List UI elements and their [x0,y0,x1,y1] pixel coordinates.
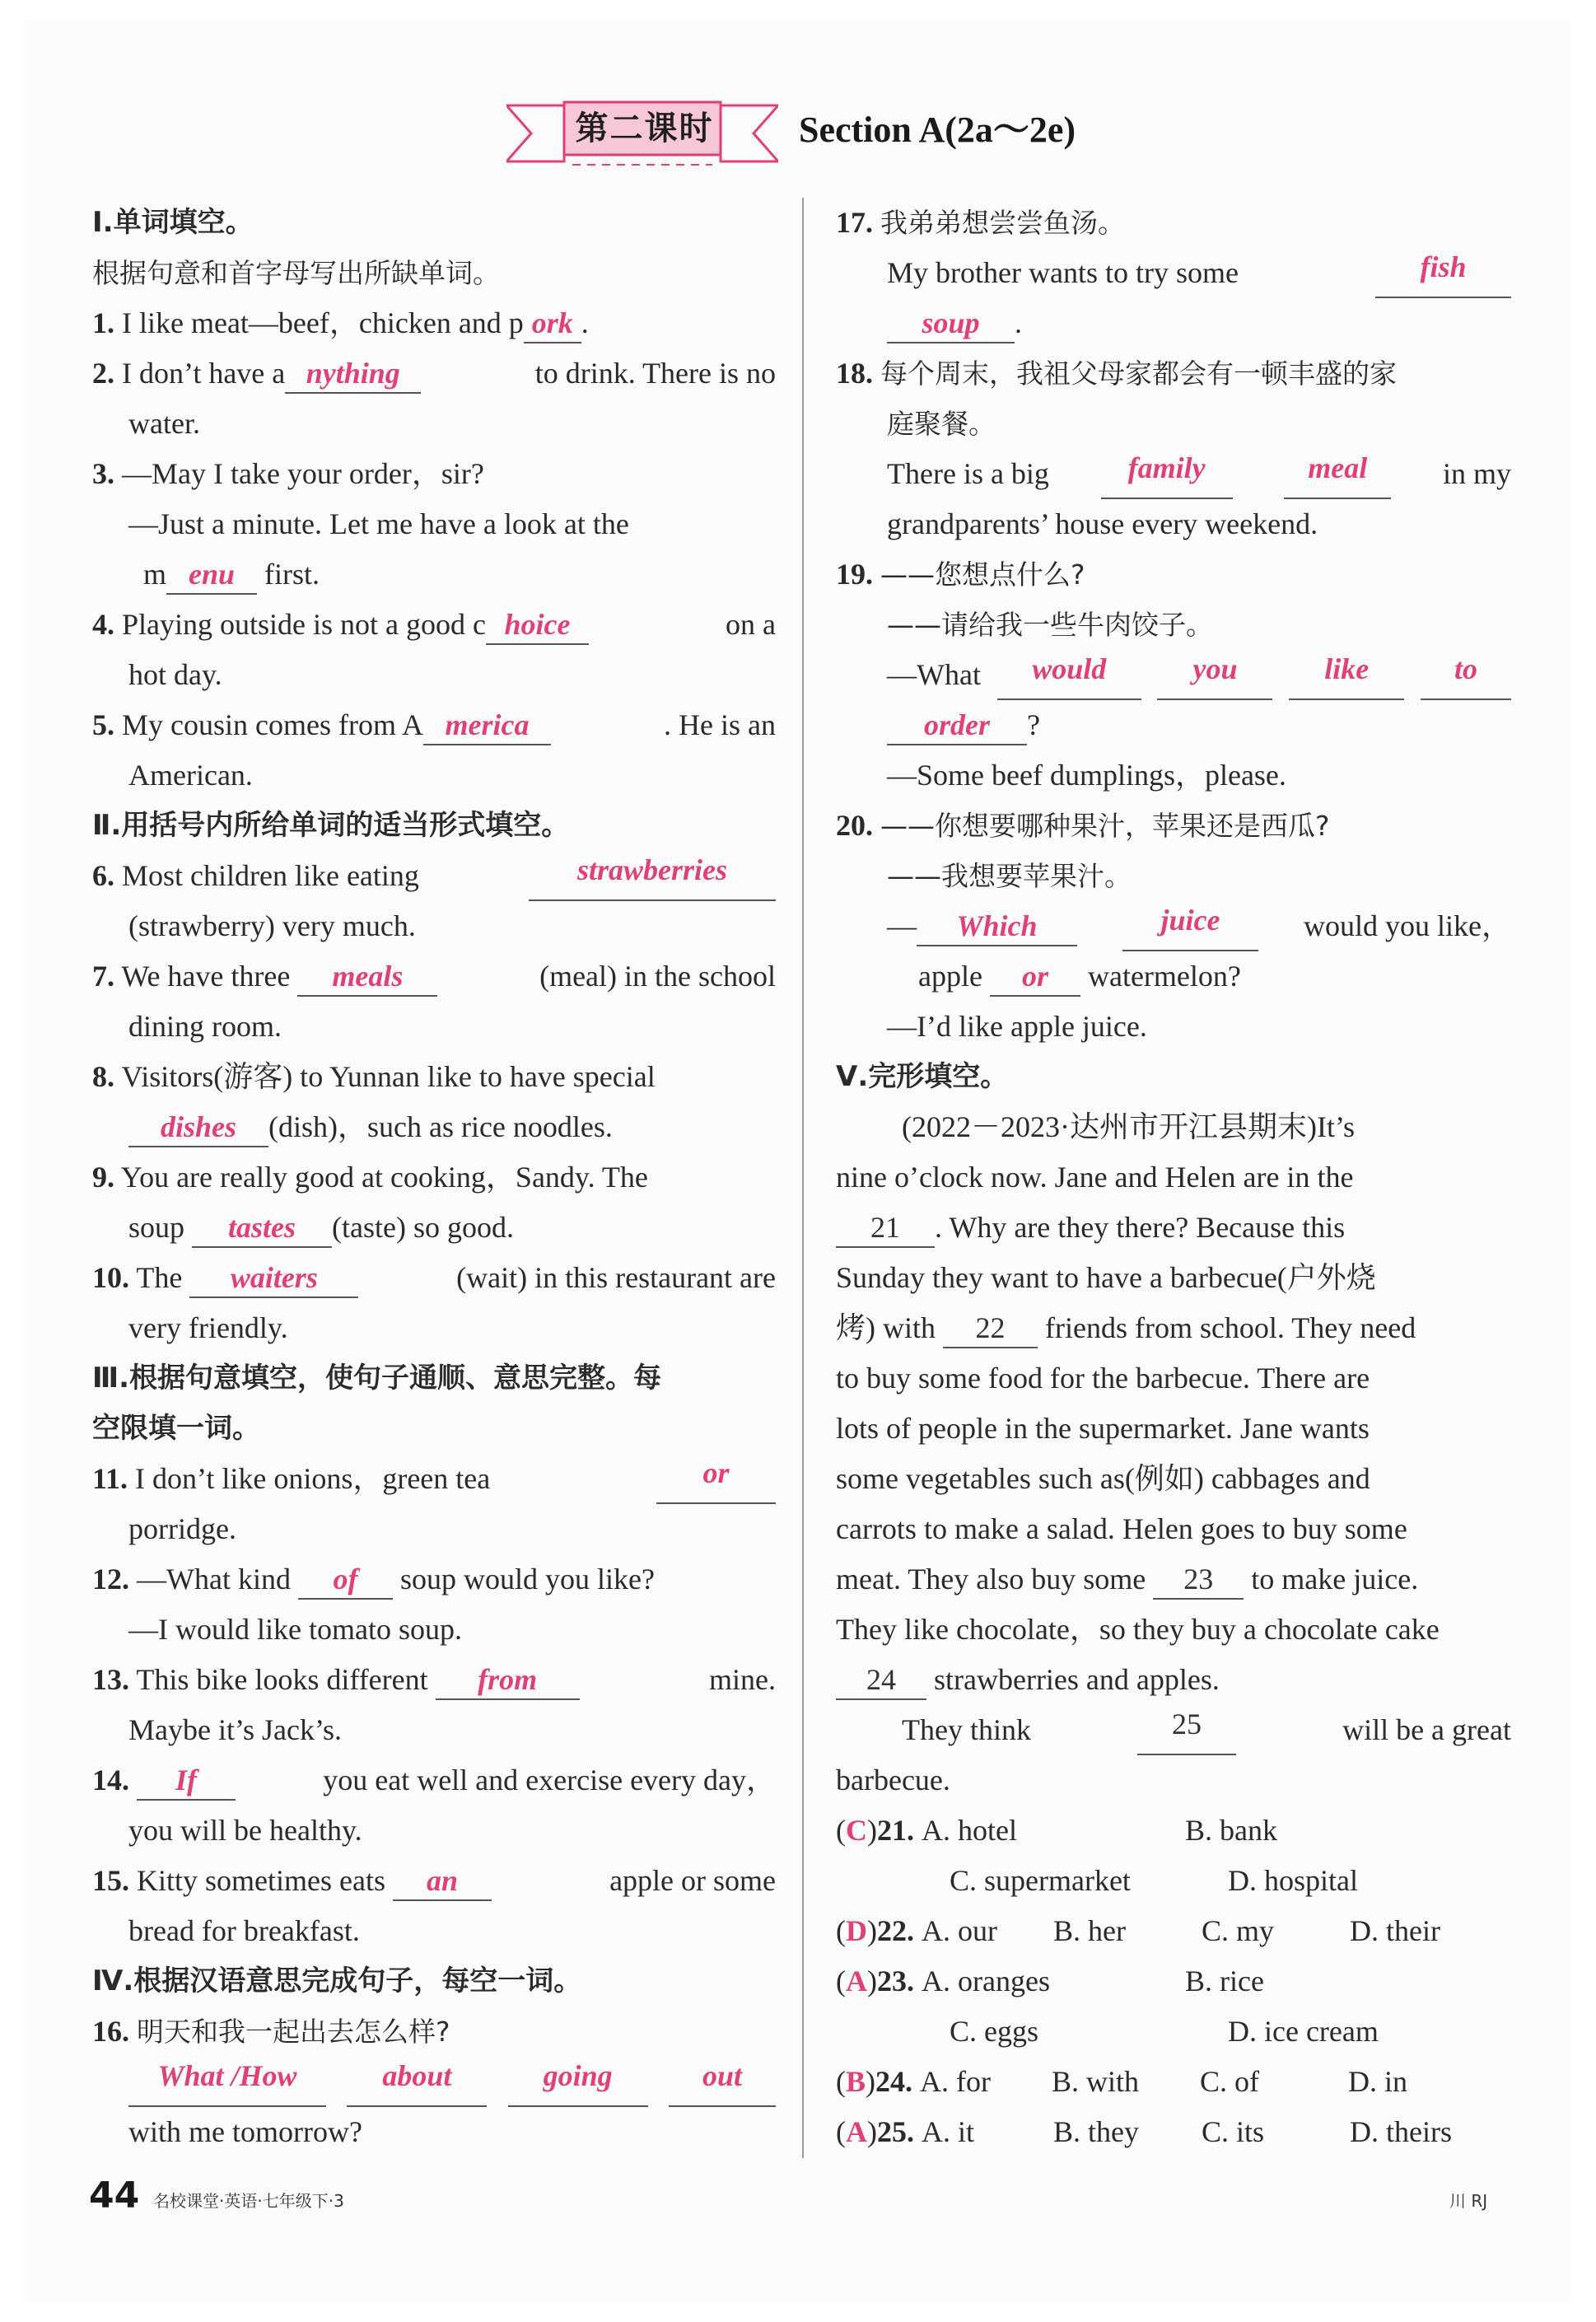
question-20-cont3: apple or watermelon? [836,951,1511,1002]
question-19-cont4: —Some beef dumplings，please. [887,759,1286,792]
answer-blank[interactable]: merica [423,706,551,745]
answer-blank[interactable]: dishes [128,1108,268,1147]
answer-blank[interactable]: strawberries [529,851,776,901]
option-d[interactable]: D. theirs [1350,2115,1452,2148]
question-17-cont: My brother wants to try some fish [836,248,1511,298]
question-6: 6. Most children like eating strawberries [92,851,776,901]
question-17: 17. 我弟弟想尝尝鱼汤。 [836,206,1125,239]
passage-line: to buy some food for the barbecue. There are [836,1362,1370,1395]
option-d[interactable]: D. ice cream [1228,2015,1379,2048]
option-b[interactable]: B. her [1053,1914,1126,1947]
question-18: 18. 每个周末，我祖父母家都会有一顿丰盛的家 [836,357,1397,390]
right-column [836,198,1511,2157]
option-b[interactable]: B. with [1052,2065,1140,2098]
question-20-cont2: — Which juice would you like， [836,901,1511,951]
cloze-blank[interactable]: 23 [1153,1560,1244,1600]
section-heading-5: Ⅴ.完形填空。 [836,1060,1009,1093]
question-7-cont: dining room. [128,1010,282,1043]
instruction: 根据句意和首字母写出所缺单词。 [92,257,500,289]
option-d[interactable]: D. their [1350,1914,1440,1947]
passage-line: (2022－2023·达州市开江县期末)It’s [902,1110,1355,1143]
question-4: 4. Playing outside is not a good c hoice on a [92,600,776,650]
answer-blank[interactable]: like [1289,650,1404,700]
section-heading-4: Ⅳ.根据汉语意思完成句子，每空一词。 [92,1965,582,1997]
passage-line: barbecue. [836,1764,950,1796]
question-2-cont: water. [128,407,200,440]
answer-blank[interactable]: going [508,2057,648,2107]
choice-24: (B)24. A. for B. with C. of D. in [836,2057,1511,2107]
question-19: 19. ——您想点什么? [836,558,1085,591]
section-title: Section A(2a～2e) [799,110,1076,150]
question-20-cont4: —I’d like apple juice. [887,1010,1147,1043]
answer-blank[interactable]: about [347,2057,487,2107]
passage-line: 烤) with 22 friends from school. They need [836,1303,1511,1353]
passage-line: Sunday they want to have a barbecue(户外烧 [836,1261,1376,1294]
choice-23-cont [836,2007,1511,2057]
question-16-blanks [92,2057,776,2107]
question-13-cont: Maybe it’s Jack’s. [128,1713,342,1746]
passage-line: 21 . Why are they there? Because this [836,1203,1511,1253]
answer-blank[interactable]: or [990,957,1080,997]
answer-blank[interactable]: nything [285,354,421,394]
question-6-cont: (strawberry) very much. [128,909,416,942]
question-5-cont: American. [128,759,253,792]
question-4-cont: hot day. [128,658,222,691]
edition-code: 川 RJ [1449,2191,1488,2211]
question-18-cont2: There is a big family meal in my [836,449,1511,499]
question-12-cont: —I would like tomato soup. [128,1613,462,1646]
answer-blank[interactable]: family [1101,449,1233,499]
answer-blank[interactable]: What /How [128,2057,326,2107]
option-a[interactable]: A. for [920,2065,991,2098]
option-d[interactable]: D. hospital [1228,1864,1358,1897]
option-c[interactable]: C. supermarket [950,1864,1131,1897]
option-a[interactable]: A. oranges [922,1965,1050,1997]
book-title: 名校课堂·英语·七年级下·3 [153,2191,344,2211]
section-heading-1: Ⅰ.单词填空。 [92,206,254,239]
answer-blank[interactable]: out [669,2057,776,2107]
question-14: 14. If you eat well and exercise every day， [92,1755,776,1806]
question-11-cont: porridge. [128,1512,236,1545]
answer-blank[interactable]: enu [166,555,257,595]
answer-blank[interactable]: fish [1375,248,1511,298]
question-10-cont: very friendly. [128,1311,288,1344]
passage-line: nine o’clock now. Jane and Helen are in the [836,1161,1354,1194]
answer-blank[interactable]: from [436,1661,580,1700]
question-7: 7. We have three meals (meal) in the school [92,951,776,1002]
choice-22: (D)22. A. our B. her C. my D. their [836,1906,1511,1956]
option-a[interactable]: A. hotel [922,1814,1017,1847]
left-column [92,198,776,2157]
cloze-blank[interactable]: 25 [1137,1705,1236,1755]
question-10: 10. The waiters (wait) in this restaurant are [92,1253,776,1303]
passage-line: carrots to make a salad. Helen goes to buy some [836,1512,1407,1545]
option-d[interactable]: D. in [1348,2065,1408,2098]
section-heading-3: Ⅲ.根据句意填空，使句子通顺、意思完整。每 [92,1362,662,1395]
question-15-cont: bread for breakfast. [128,1914,360,1947]
passage-line: lots of people in the supermarket. Jane wants [836,1412,1370,1445]
answer-blank[interactable]: hoice [486,605,589,645]
question-11: 11. I don’t like onions，green tea or [92,1454,776,1504]
question-8-cont: dishes (dish)，such as rice noodles. [92,1102,776,1152]
question-18-cont3: grandparents’ house every weekend. [887,507,1318,540]
question-19-cont3: order ? [836,700,1511,750]
passage-line: They like chocolate，so they buy a chocolate cake [836,1613,1440,1646]
answer-blank[interactable]: If [137,1761,236,1801]
question-17-cont2: soup . [836,298,1511,348]
question-3-cont2: m enu first. [92,549,776,600]
answer-blank[interactable]: would [997,650,1141,700]
question-1: 1. I like meat—beef，chicken and p ork . [92,298,776,348]
question-2: 2. I don’t have a nything to drink. There is no [92,348,776,399]
question-16: 16. 明天和我一起出去怎么样? [92,2015,450,2048]
option-c[interactable]: C. its [1202,2115,1265,2148]
option-a[interactable]: A. our [922,1914,997,1947]
cloze-blank[interactable]: 21 [836,1208,935,1248]
question-15: 15. Kitty sometimes eats an apple or some [92,1856,776,1906]
question-16-cont: with me tomorrow? [128,2115,362,2148]
question-18-cont: 庭聚餐。 [887,408,996,440]
question-3: 3. —May I take your order，sir? [92,457,484,490]
question-14-cont: you will be healthy. [128,1814,362,1847]
section-heading-2: Ⅱ.用括号内所给单词的适当形式填空。 [92,809,570,842]
page-number: 44 [89,2175,140,2217]
answer-blank[interactable]: ork [524,304,581,343]
answer-blank[interactable]: Which [917,907,1077,946]
choice-25: (A)25. A. it B. they C. its D. theirs [836,2107,1511,2157]
choice-21: (C)21. A. hotel B. bank [836,1806,1511,1856]
answer-blank[interactable]: of [298,1560,393,1600]
choice-23: (A)23. A. oranges B. rice [836,1956,1511,2007]
option-b[interactable]: B. bank [1185,1814,1277,1847]
choice-21-cont [836,1856,1511,1906]
passage-line: They think 25 will be a great [836,1705,1511,1755]
column-divider [802,198,804,2158]
option-c[interactable]: C. my [1202,1914,1275,1947]
option-b[interactable]: B. rice [1185,1965,1264,1997]
answer-blank[interactable]: meals [297,957,437,997]
question-20: 20. ——你想要哪种果汁，苹果还是西瓜? [836,809,1330,842]
question-20-cont: ——我想要苹果汁。 [887,860,1132,892]
option-b[interactable]: B. they [1053,2115,1139,2148]
answer-blank[interactable]: tastes [192,1208,332,1248]
option-a[interactable]: A. it [922,2115,975,2148]
question-19-cont: ——请给我一些牛肉饺子。 [887,609,1213,641]
question-3-cont: —Just a minute. Let me have a look at the [128,507,629,540]
question-5: 5. My cousin comes from A merica . He is an [92,700,776,750]
answer-blank[interactable]: an [393,1862,492,1901]
answer-blank[interactable]: or [656,1454,776,1504]
section-heading-3-cont: 空限填一词。 [92,1412,260,1445]
passage-line: 24 strawberries and apples. [836,1655,1511,1705]
option-c[interactable]: C. of [1200,2065,1260,2098]
answer-blank[interactable]: soup [887,304,1015,343]
answer-blank[interactable]: juice [1122,901,1258,951]
question-13: 13. This bike looks different from mine. [92,1655,776,1705]
answer-blank[interactable]: order [887,706,1027,745]
lesson-label: 第二课时 [575,110,714,147]
option-c[interactable]: C. eggs [950,2015,1038,2048]
answer-blank[interactable]: waiters [189,1259,358,1298]
passage-line: some vegetables such as(例如) cabbages and [836,1462,1370,1495]
answer-blank[interactable]: meal [1284,449,1391,499]
cloze-blank[interactable]: 22 [943,1309,1038,1348]
question-9: 9. You are really good at cooking，Sandy. The [92,1161,648,1194]
cloze-blank[interactable]: 24 [836,1661,926,1700]
question-9-cont: soup tastes (taste) so good. [92,1203,776,1253]
passage-line: meat. They also buy some 23 to make juice. [836,1554,1511,1605]
question-19-cont2: —What would you like to [836,650,1511,700]
question-12: 12. —What kind of soup would you like? [92,1554,776,1605]
question-8: 8. Visitors(游客) to Yunnan like to have special [92,1060,656,1093]
answer-blank[interactable]: to [1421,650,1511,700]
answer-blank[interactable]: you [1157,650,1272,700]
